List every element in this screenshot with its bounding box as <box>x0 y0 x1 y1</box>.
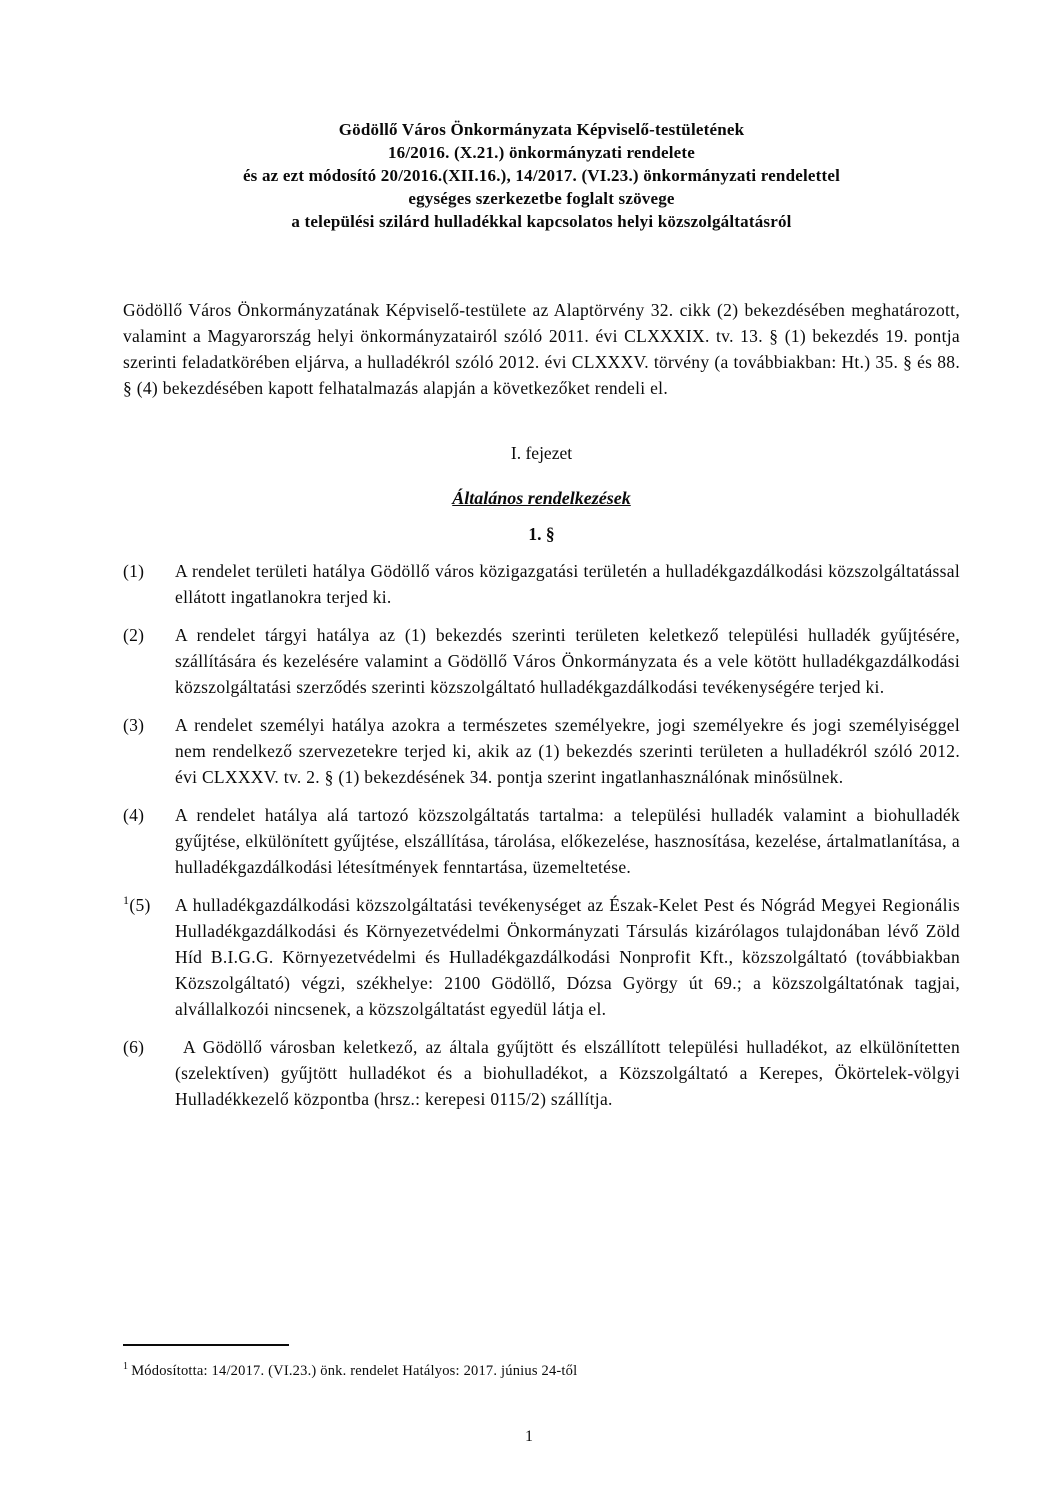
document-title-line-1: Gödöllő Város Önkormányzata Képviselő-testületének <box>338 120 745 139</box>
item-text: A rendelet hatálya alá tartozó közszolgáltatás tartalma: a települési hulladék valamint a biohulladék gyűjtése, elkülönített gyűjtése, elszállítása, tárolása, előkezelése, hasznosítása, kezelése, ártalmatlanítása, a hulladékgazdálkodási létesítmények fenntartása, üzemeltetése. <box>175 805 960 877</box>
chapter-heading: I. fejezet <box>510 443 573 463</box>
item-text: A rendelet tárgyi hatálya az (1) bekezdés szerinti területen keletkező települési hulladék gyűjtésére, szállítására és kezelésére valamint a Gödöllő Város Önkormányzata és a vele kötött hulladékgazdálkodási közszolgáltatási szerződés szerinti közszolgáltató hulladékgazdálkodási tevékenységére terjed ki. <box>175 625 960 697</box>
item-text: A rendelet területi hatálya Gödöllő város közigazgatási területén a hulladékgazdálkodási közszolgáltatással ellátott ingatlanokra terjed ki. <box>175 561 960 607</box>
document-title <box>123 118 960 233</box>
item-text: A rendelet személyi hatálya azokra a természetes személyekre, jogi személyekre és jogi személyiséggel nem rendelkező szervezetekre terjed ki, akik az (1) bekezdés szerinti területen a hulladékról szóló 2012. évi CLXXXV. tv. 2. § (1) bekezdésének 34. pontja szerint ingatlanhasználónak minősülnek. <box>175 715 960 787</box>
item-number: (4) <box>123 805 145 825</box>
footnote-marker: 1 <box>123 1361 129 1372</box>
document-title-line-2: 16/2016. (X.21.) önkormányzati rendelete <box>387 143 696 162</box>
item-text: A hulladékgazdálkodási közszolgáltatási tevékenységet az Észak-Kelet Pest és Nógrád Megyei Regionális Hulladékgazdálkodási és Környezetvédelmi Önkormányzati Társulás kizárólagos tulajdonában lévő Zöld Híd B.I.G.G. Környezetvédelmi és Hulladékgazdálkodási Nonprofit Kft., közszolgáltató (továbbiakban Közszolgáltató) végzi, székhelye: 2100 Gödöllő, Dózsa György út 69.; a közszolgáltatónak tagjai, alvállalkozói nincsenek, a közszolgáltatást egyedül látja el. <box>175 895 960 1019</box>
footnote <box>123 1358 960 1380</box>
list-item-5 <box>123 892 960 1022</box>
document-title-line-5: a települési szilárd hulladékkal kapcsolatos helyi közszolgáltatásról <box>291 212 792 231</box>
list-item-3 <box>123 712 960 790</box>
footnote-separator <box>123 1344 289 1346</box>
item-number: (1) <box>123 561 145 581</box>
item-number: (3) <box>123 715 145 735</box>
list-item-2 <box>123 622 960 700</box>
item-list <box>123 558 960 1112</box>
item-superscript: 1 <box>123 893 130 908</box>
footnote-text: Módosította: 14/2017. (VI.23.) önk. rendelet Hatályos: 2017. június 24-től <box>131 1362 578 1379</box>
list-item-1 <box>123 558 960 610</box>
list-item-4 <box>123 802 960 880</box>
section-heading: Általános rendelkezések <box>452 488 631 508</box>
item-number: $^1$(5) <box>123 893 151 915</box>
item-number: (6) <box>123 1037 145 1057</box>
item-text: A Gödöllő városban keletkező, az általa gyűjtött és elszállított települési hulladékot, az elkülönítetten (szelektíven) gyűjtött hulladékot és a biohulladékot, a Közszolgáltató a Kerepes, Ökörtelek-völgyi Hulladékkezelő központba (hrsz.: kerepesi 0115/2) szállítja. <box>175 1037 960 1109</box>
list-item-6 <box>123 1034 960 1112</box>
item-number: (2) <box>123 625 145 645</box>
intro-paragraph: Gödöllő Város Önkormányzatának Képviselő-testülete az Alaptörvény 32. cikk (2) bekezdésében meghatározott, valamint a Magyarország helyi önkormányzatairól szóló 2011. évi CLXXXIX. tv. 13. § (1) bekezdés 19. pontja szerinti feladatkörében eljárva, a hulladékról szóló 2012. évi CLXXXV. törvény (a továbbiakban: Ht.) 35. § és 88. § (4) bekezdésében kapott felhatalmazás alapján a következőket rendeli el. <box>123 300 960 398</box>
document-title-line-4: egységes szerkezetbe foglalt szövege <box>408 189 675 208</box>
document-title-line-3: és az ezt módosító 20/2016.(XII.16.), 14/2017. (VI.23.) önkormányzati rendelettel <box>242 166 841 185</box>
footnote-block <box>123 1344 960 1380</box>
paragraph-heading: 1. § <box>528 524 555 544</box>
page-number: 1 <box>525 1428 533 1445</box>
